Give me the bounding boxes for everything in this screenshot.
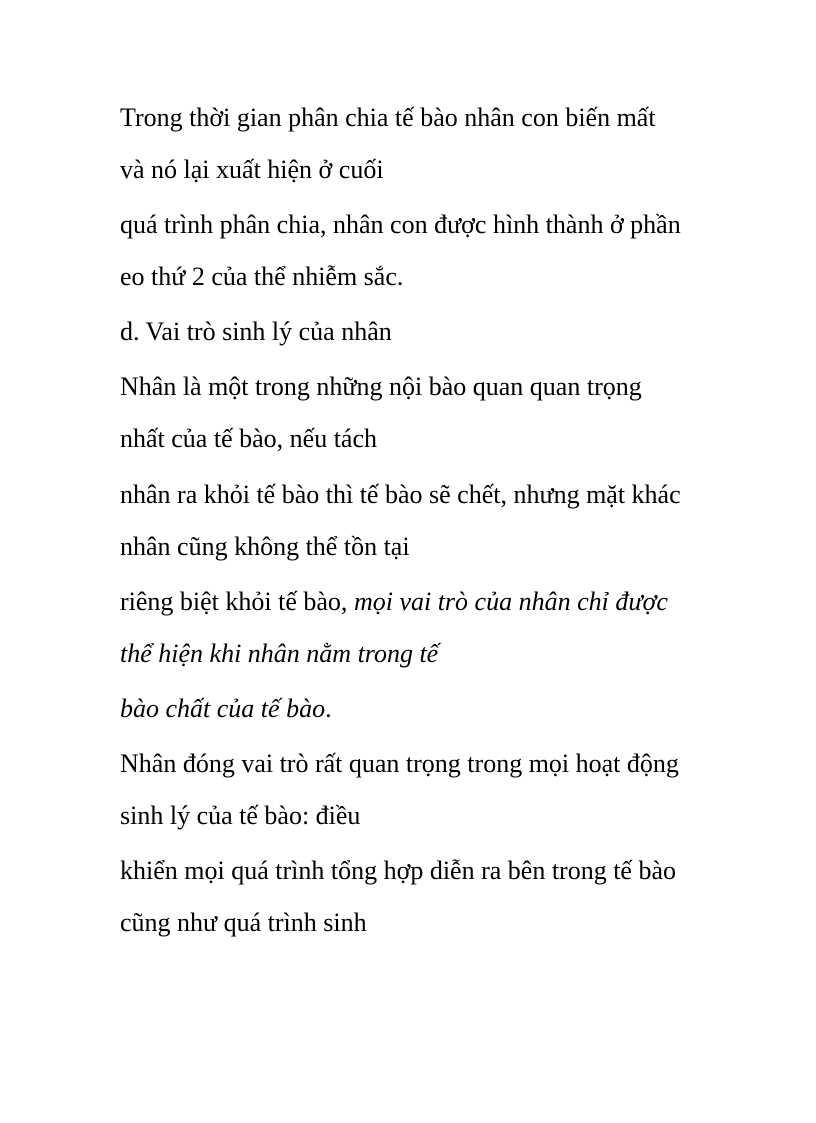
text-line: cũng như quá trình sinh xyxy=(120,908,367,937)
text-line xyxy=(120,586,668,618)
section-heading: d. Vai trò sinh lý của nhân xyxy=(120,317,392,346)
text-line: sinh lý của tế bào: điều xyxy=(120,801,361,830)
text-segment: . xyxy=(325,694,332,723)
text-line: Nhân là một trong những nội bào quan quan trọng xyxy=(120,372,642,401)
text-segment: riêng biệt khỏi tế bào, xyxy=(120,587,354,616)
italic-text-line: thể hiện khi nhân nằm trong tế xyxy=(120,639,439,668)
text-line: nhân ra khỏi tế bào thì tế bào sẽ chết, nhưng mặt khác xyxy=(120,480,681,509)
text-line: Nhân đóng vai trò rất quan trọng trong mọi hoạt động xyxy=(120,749,679,778)
text-line: Trong thời gian phân chia tế bào nhân con biến mất xyxy=(120,103,656,132)
text-line: quá trình phân chia, nhân con được hình thành ở phần xyxy=(120,210,681,239)
text-line: và nó lại xuất hiện ở cuối xyxy=(120,155,384,184)
text-line: khiển mọi quá trình tổng hợp diễn ra bên trong tế bào xyxy=(120,856,677,885)
text-line xyxy=(120,693,332,725)
text-line: nhất của tế bào, nếu tách xyxy=(120,424,377,453)
italic-segment: mọi vai trò của nhân chỉ được xyxy=(353,587,668,616)
italic-segment: bào chất của tế bào xyxy=(120,694,326,723)
text-line: eo thứ 2 của thể nhiễm sắc. xyxy=(120,262,404,291)
text-line: nhân cũng không thể tồn tại xyxy=(120,532,410,561)
